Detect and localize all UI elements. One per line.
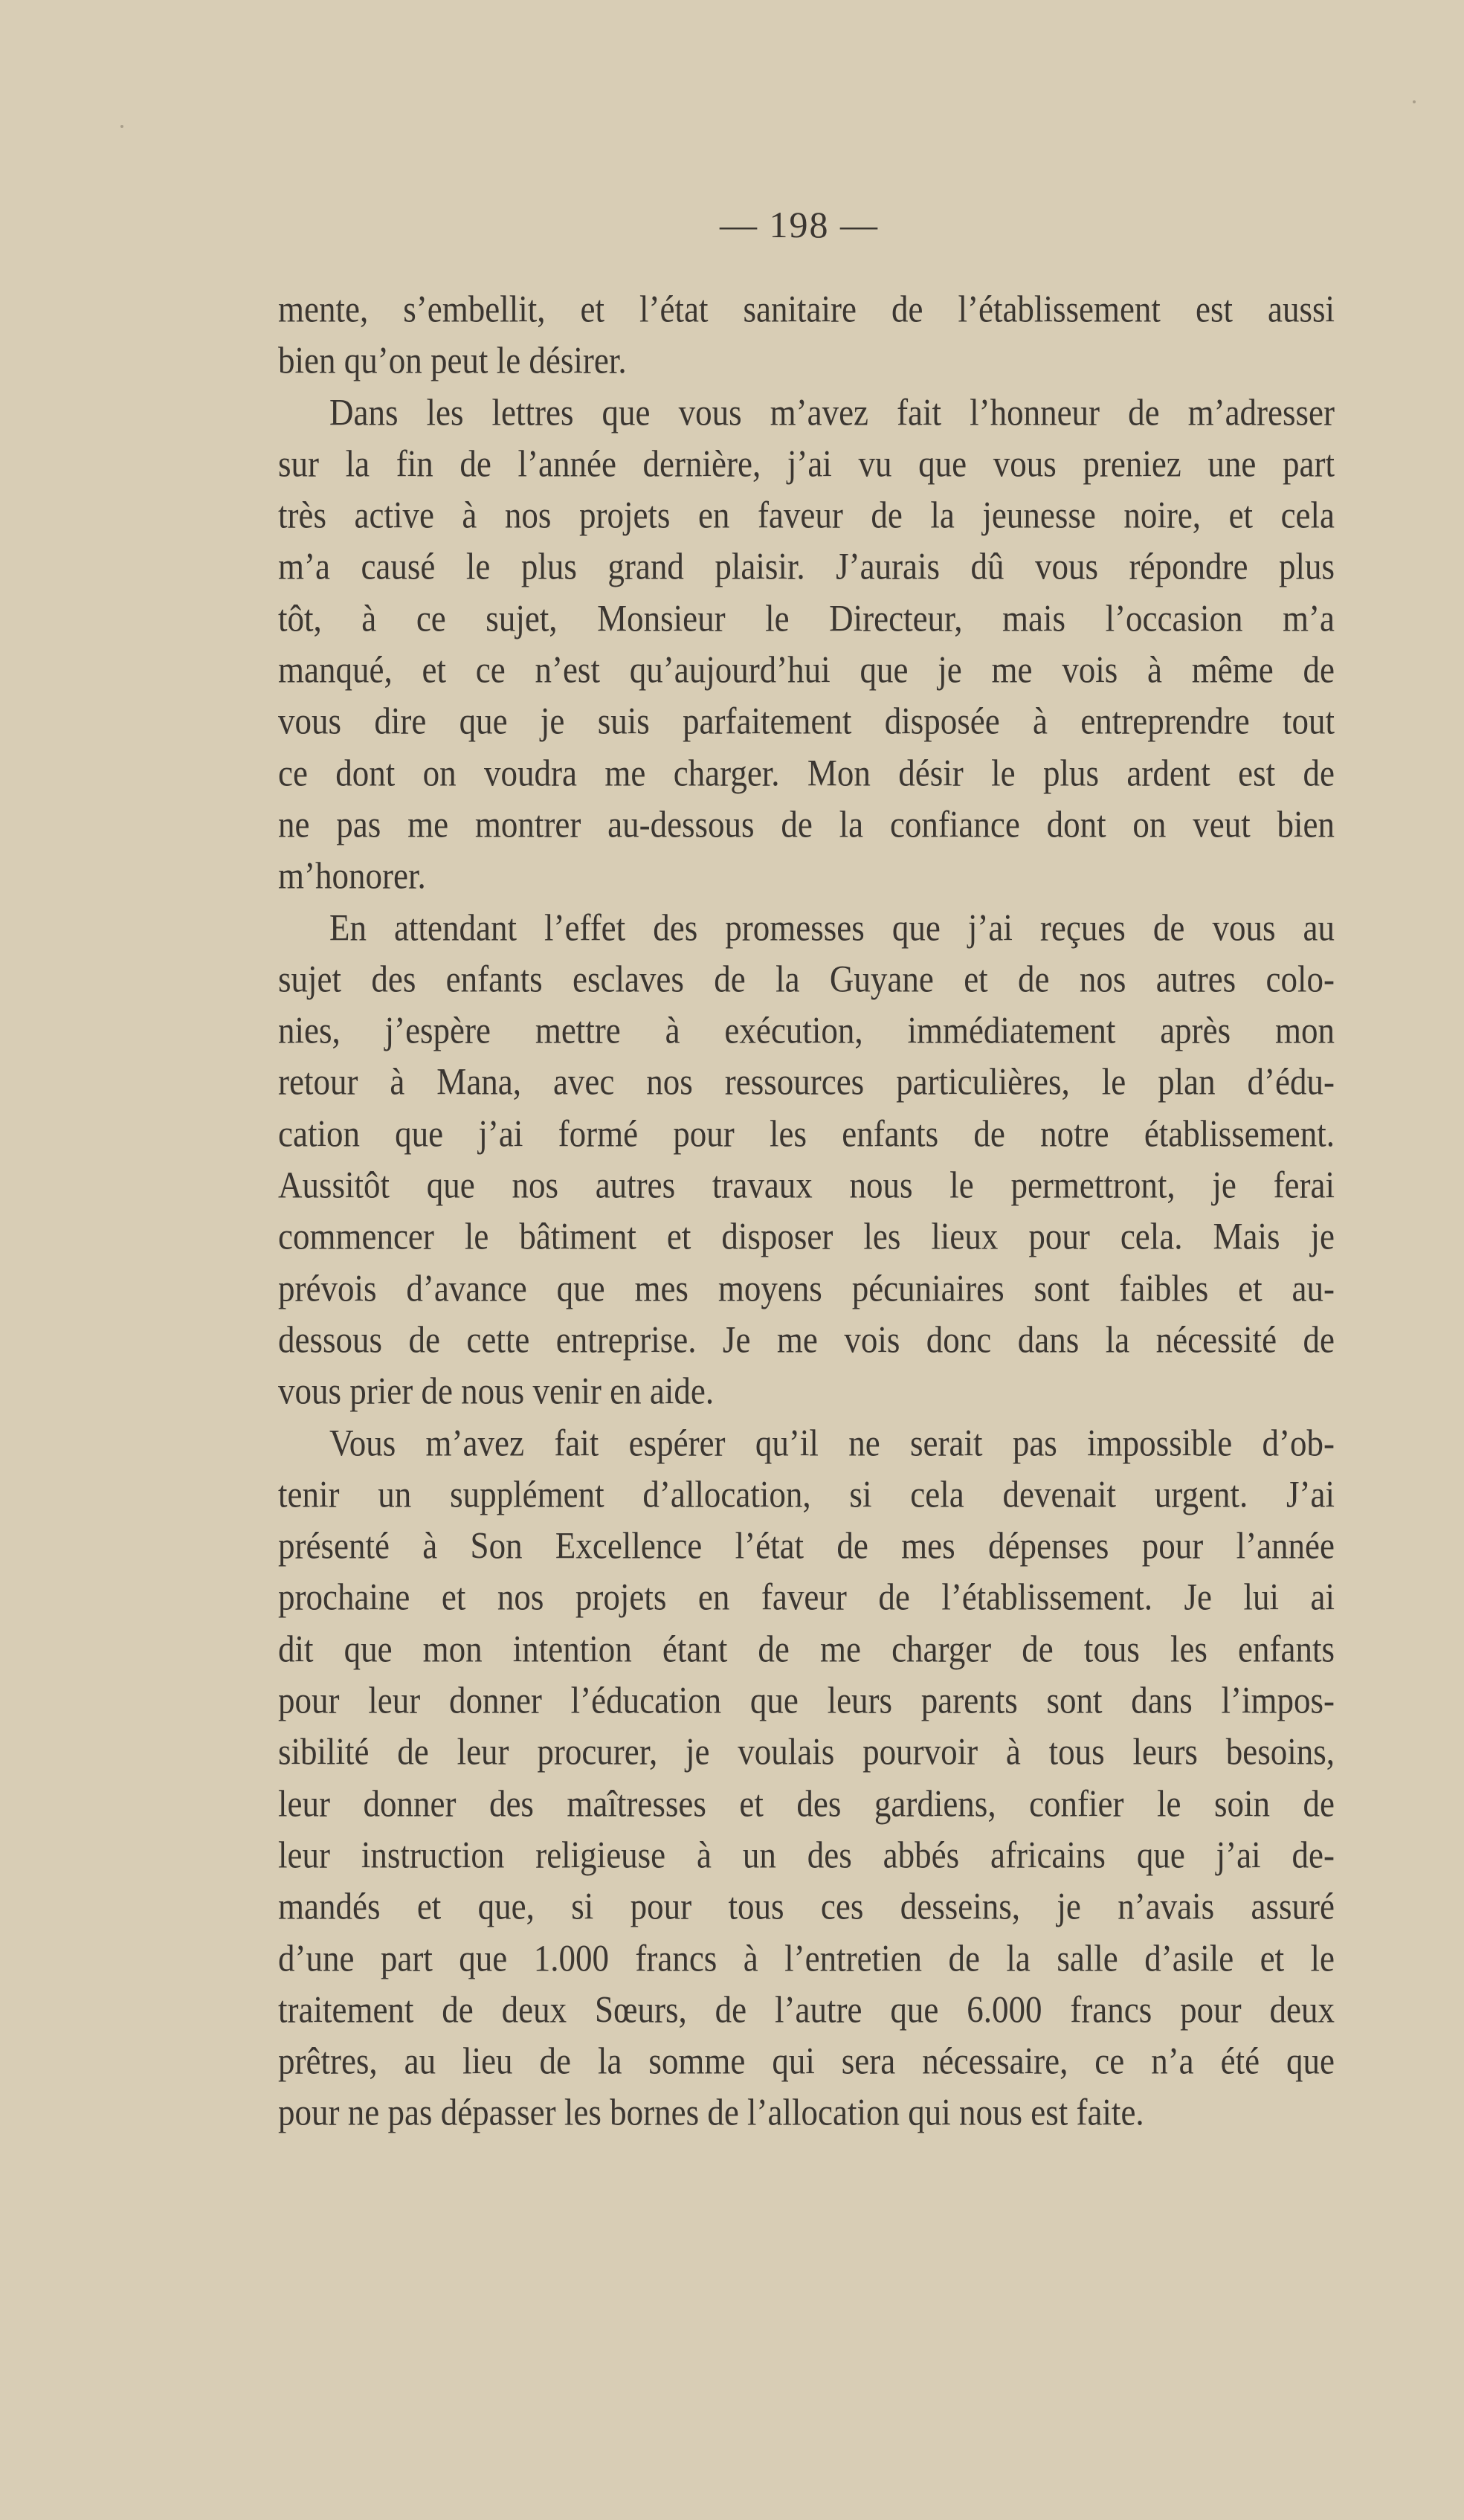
text-line: Aussitôt que nos autres travaux nous le permettront, je ferai bbox=[278, 1164, 1335, 1206]
text-line: prévois d’avance que mes moyens pécuniaires sont faibles et au- bbox=[278, 1267, 1335, 1309]
text-line: vous prier de nous venir en aide. bbox=[278, 1370, 715, 1413]
text-line: vous dire que je suis parfaitement disposée à entreprendre tout bbox=[278, 700, 1335, 743]
text-line: dit que mon intention étant de me charger de tous les enfants bbox=[278, 1628, 1335, 1670]
body-text bbox=[278, 284, 1335, 2139]
text-line: m’a causé le plus grand plaisir. J’aurais dû vous répondre plus bbox=[278, 546, 1335, 588]
text-line: sujet des enfants esclaves de la Guyane et de nos autres colo- bbox=[278, 958, 1335, 1000]
text-line: prêtres, au lieu de la somme qui sera nécessaire, ce n’a été que bbox=[278, 2040, 1335, 2083]
text-line: d’une part que 1.000 francs à l’entretien de la salle d’asile et le bbox=[278, 1937, 1335, 1979]
text-line: ce dont on voudra me charger. Mon désir le plus ardent est de bbox=[278, 752, 1335, 794]
text-line: tôt, à ce sujet, Monsieur le Directeur, mais l’occasion m’a bbox=[278, 597, 1335, 639]
text-line: très active à nos projets en faveur de la jeunesse noire, et cela bbox=[278, 494, 1335, 537]
text-line: pour ne pas dépasser les bornes de l’allocation qui nous est faite. bbox=[278, 2092, 1144, 2134]
text-line: cation que j’ai formé pour les enfants de notre établissement. bbox=[278, 1112, 1335, 1155]
text-line: présenté à Son Excellence l’état de mes dépenses pour l’année bbox=[278, 1525, 1335, 1567]
text-line: traitement de deux Sœurs, de l’autre que 6.000 francs pour deux bbox=[278, 1988, 1335, 2031]
text-line: sibilité de leur procurer, je voulais pourvoir à tous leurs besoins, bbox=[278, 1731, 1335, 1773]
text-line: pour leur donner l’éducation que leurs parents sont dans l’impos- bbox=[278, 1679, 1335, 1721]
text-line: prochaine et nos projets en faveur de l’établissement. Je lui ai bbox=[278, 1576, 1335, 1619]
page-number: — 198 — bbox=[720, 204, 879, 245]
text-line: mandés et que, si pour tous ces desseins, je n’avais assuré bbox=[278, 1886, 1335, 1928]
paper-speck bbox=[1413, 100, 1416, 103]
text-line: Dans les lettres que vous m’avez fait l’honneur de m’adresser bbox=[329, 391, 1335, 434]
text-line: mente, s’embellit, et l’état sanitaire de l’établissement est aussi bbox=[278, 288, 1335, 330]
text-line: dessous de cette entreprise. Je me vois donc dans la nécessité de bbox=[278, 1318, 1335, 1361]
text-line: ne pas me montrer au-dessous de la confiance dont on veut bien bbox=[278, 803, 1335, 845]
paragraph bbox=[278, 387, 1335, 903]
text-line: sur la fin de l’année dernière, j’ai vu que vous preniez une part bbox=[278, 442, 1335, 485]
text-line: m’honorer. bbox=[278, 855, 426, 898]
text-line: commencer le bâtiment et disposer les lieux pour cela. Mais je bbox=[278, 1216, 1335, 1258]
text-line: nies, j’espère mettre à exécution, immédiatement après mon bbox=[278, 1010, 1335, 1052]
paragraph bbox=[278, 903, 1335, 1418]
text-line: manqué, et ce n’est qu’aujourd’hui que je me vois à même de bbox=[278, 649, 1335, 692]
paragraph bbox=[278, 284, 1335, 387]
paper-speck bbox=[120, 125, 123, 128]
text-line: retour à Mana, avec nos ressources particulières, le plan d’édu- bbox=[278, 1061, 1335, 1103]
text-line: Vous m’avez fait espérer qu’il ne serait pas impossible d’ob- bbox=[329, 1422, 1335, 1464]
text-line: leur instruction religieuse à un des abbés africains que j’ai de- bbox=[278, 1834, 1335, 1876]
paragraph bbox=[278, 1418, 1335, 2139]
text-line: bien qu’on peut le désirer. bbox=[278, 340, 627, 382]
text-line: tenir un supplément d’allocation, si cela devenait urgent. J’ai bbox=[278, 1473, 1335, 1515]
text-line: leur donner des maîtresses et des gardiens, confier le soin de bbox=[278, 1782, 1335, 1825]
text-line: En attendant l’effet des promesses que j’ai reçues de vous au bbox=[329, 906, 1335, 949]
